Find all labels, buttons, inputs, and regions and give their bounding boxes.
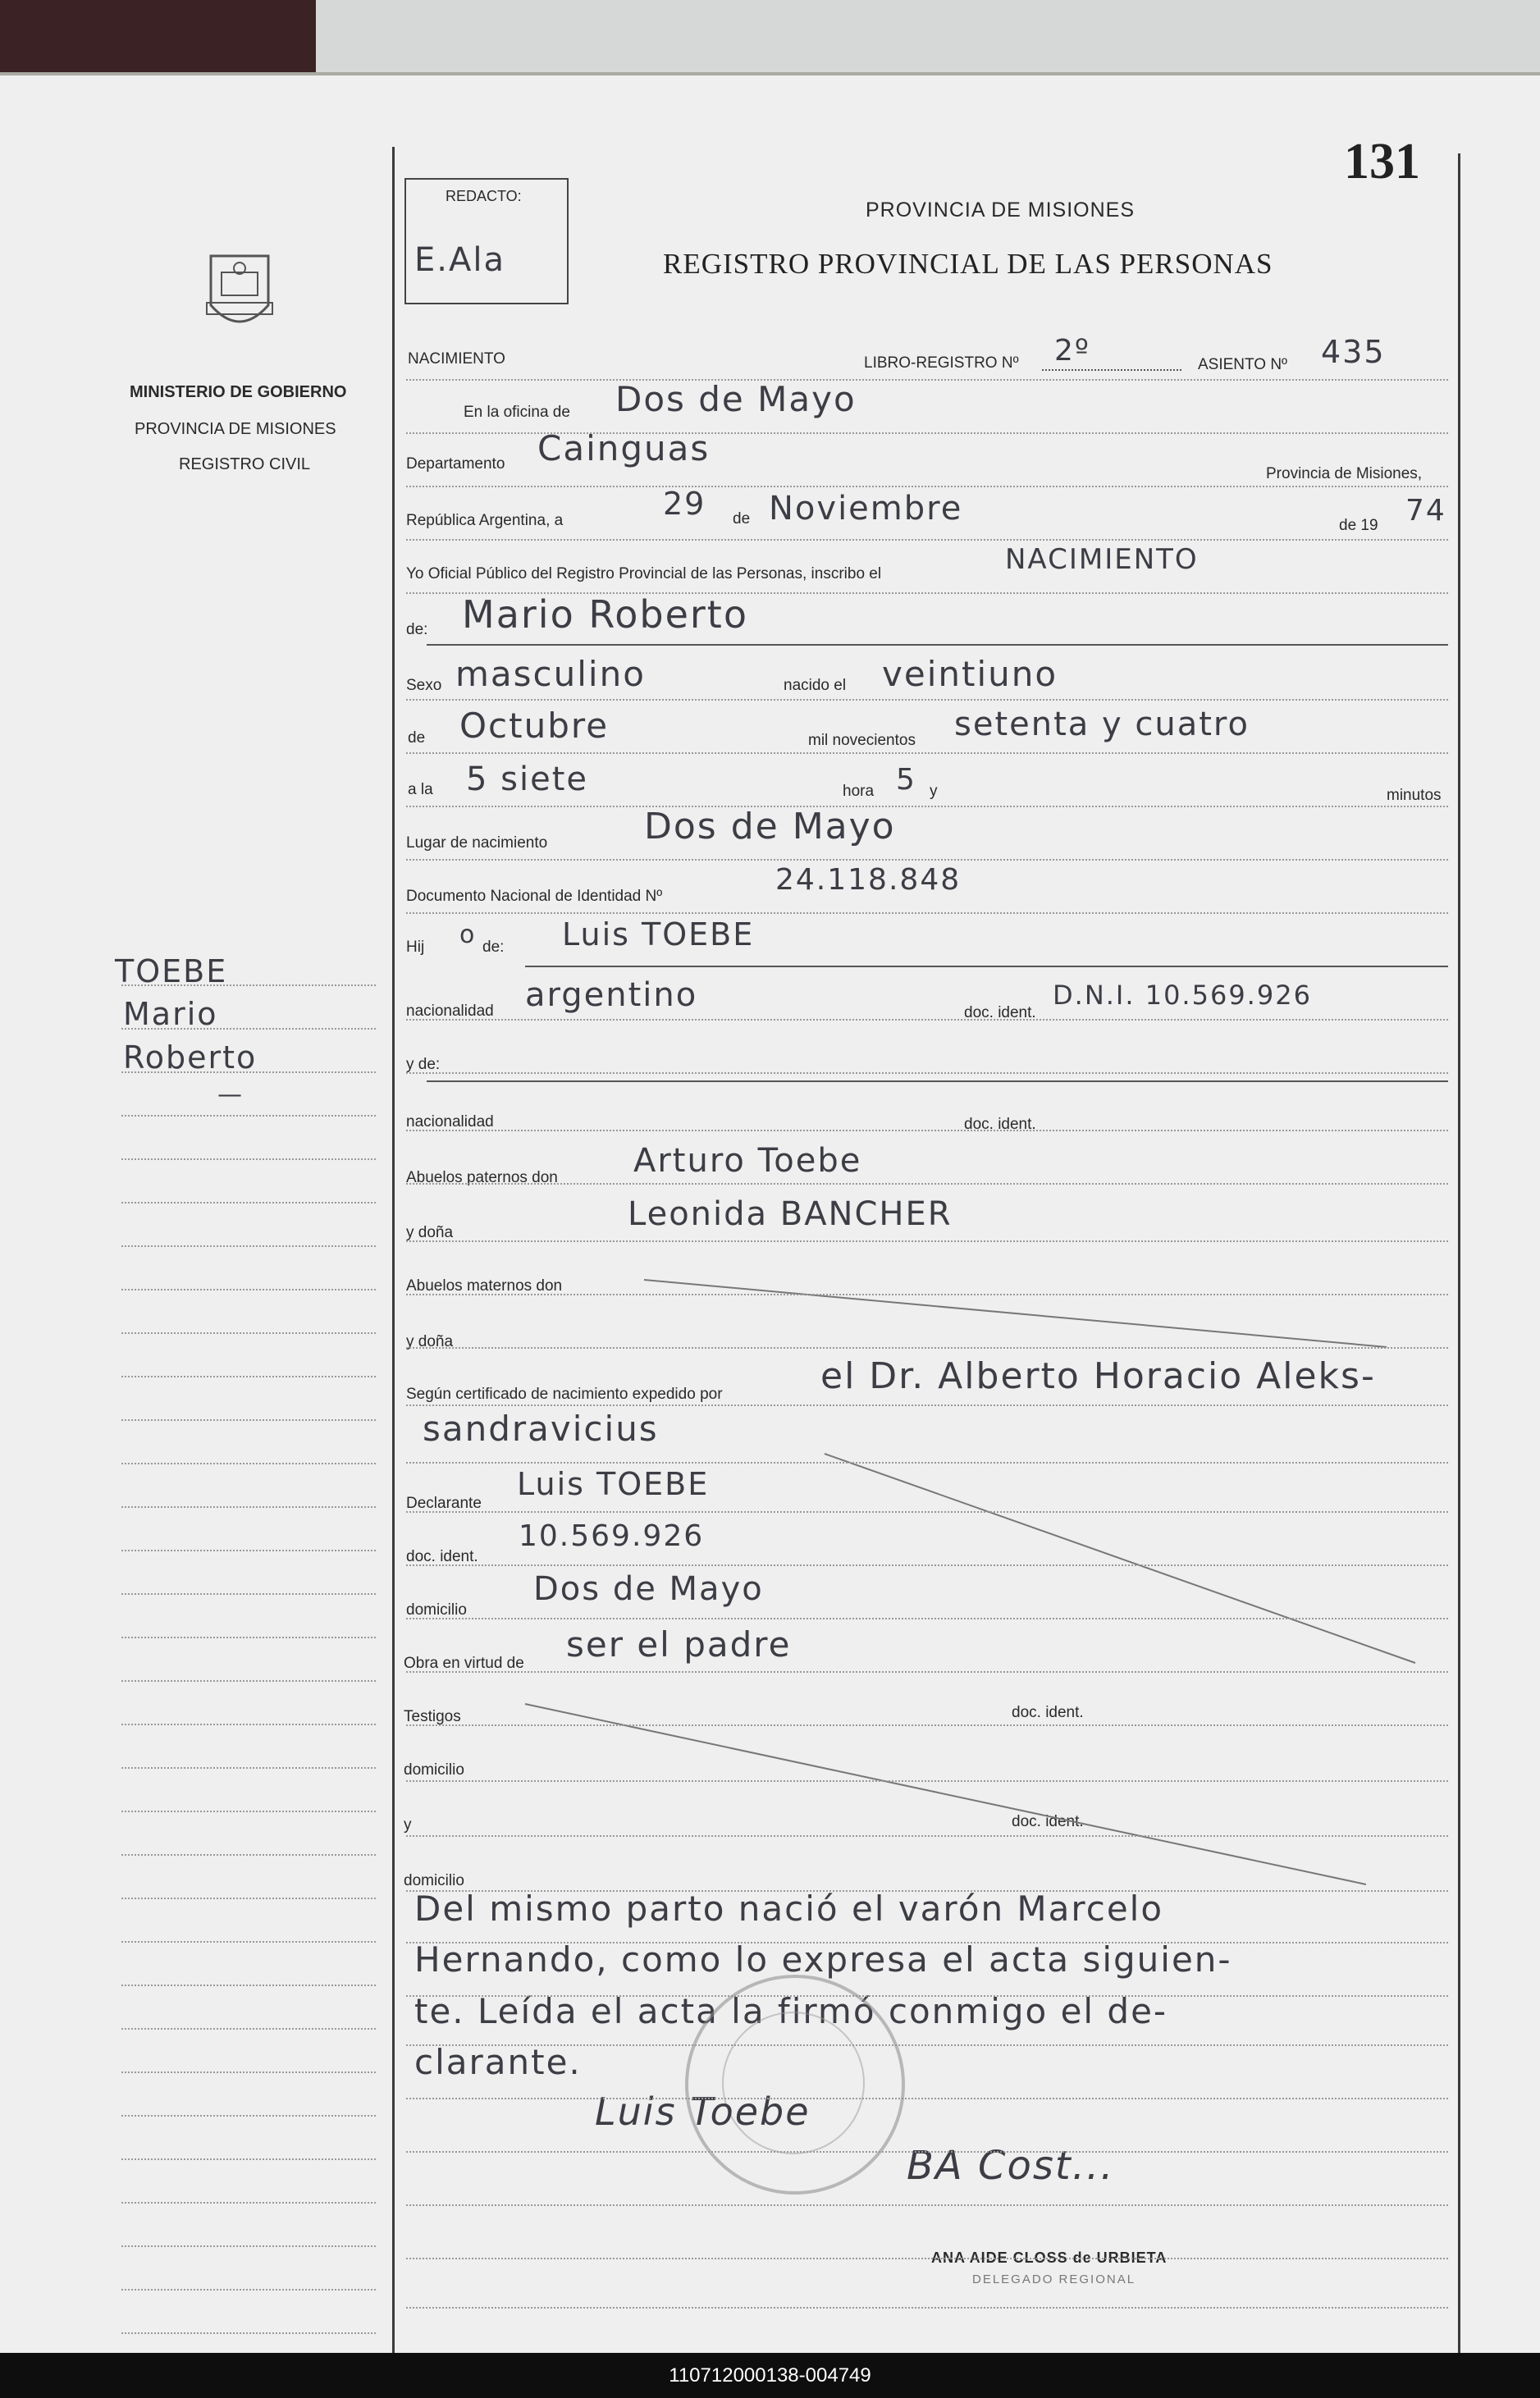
value-acto: NACIMIENTO [1005,543,1199,576]
official-title: DELEGADO REGIONAL [972,2272,1136,2286]
value-certificado-1: el Dr. Alberto Horacio Aleks- [820,1355,1376,1397]
label-domicilio-testigo-1: domicilio [404,1761,464,1779]
label-y-de: y de: [406,1056,441,1073]
label-obra: Obra en virtud de [404,1655,524,1672]
form-rule [406,699,1448,701]
form-rule [406,592,1448,594]
value-lugar: Dos de Mayo [644,806,896,847]
ministry-line-2: PROVINCIA DE MISIONES [135,420,336,438]
form-rule [406,1724,1448,1726]
label-hora: hora [843,783,875,800]
form-rule [406,859,1448,861]
label-y-dona-materna: y doña [406,1333,454,1350]
margin-surname: TOEBE [115,953,228,989]
label-de-mes: de [733,510,751,528]
form-rule [406,1780,1448,1782]
form-rule [406,912,1448,914]
value-nacionalidad-padre: argentino [525,976,698,1014]
label-lugar: Lugar de nacimiento [406,834,548,852]
form-rule [406,752,1448,754]
form-rule [406,2098,1448,2099]
label-de-19: de 19 [1339,517,1378,534]
page-number: 131 [1344,134,1420,190]
form-rule [406,1019,1448,1021]
cancellation-strokes [0,75,1540,2356]
declarante-signature: Luis Toebe [595,2090,811,2134]
label-abuelos-paternos: Abuelos paternos don [406,1169,558,1186]
value-declarante: Luis TOEBE [517,1466,710,1502]
form-rule [406,2204,1448,2206]
registry-heading: REGISTRO PROVINCIAL DE LAS PERSONAS [663,248,1273,280]
label-nacimiento: NACIMIENTO [408,350,505,368]
value-obra: ser el padre [566,1624,792,1665]
form-rule [406,1890,1448,1892]
note-line-2: Hernando, como lo expresa el acta siguien- [414,1939,1232,1980]
value-libro: 2º [1054,334,1090,368]
value-sexo: masculino [455,654,646,694]
label-libro: LIBRO-REGISTRO Nº [864,354,1019,372]
note-line-3: te. Leída el acta la firmó conmigo el de- [414,1991,1168,2031]
label-a-la: a la [408,781,433,798]
form-rule [406,1240,1448,1242]
province-heading: PROVINCIA DE MISIONES [866,199,1136,222]
form-rule [406,1183,1448,1185]
label-minutos: minutos [1387,787,1442,804]
value-abuela-paterna: Leonida BANCHER [628,1195,953,1233]
value-certificado-2: sandravicius [423,1409,659,1449]
value-asiento: 435 [1321,334,1386,370]
form-rule [406,806,1448,807]
value-nacido-dia: veintiuno [882,654,1058,694]
label-nacionalidad-padre: nacionalidad [406,1003,494,1020]
label-mil-novecientos: mil novecientos [808,732,916,749]
label-republica: República Argentina, a [406,512,564,529]
label-doc-ident-declarante: doc. ident. [406,1548,478,1565]
form-rule [406,1462,1448,1464]
archive-id: 110712000138-004749 [0,2353,1540,2398]
form-rule [406,1618,1448,1619]
label-domicilio-testigo-2: domicilio [404,1872,464,1889]
form-rule [406,1942,1448,1944]
label-nacido-el: nacido el [784,677,847,694]
value-doc-padre: D.N.I. 10.569.926 [1053,980,1312,1011]
label-doc-ident-testigo-2: doc. ident. [1012,1813,1084,1830]
label-de-mes-nac: de [408,729,426,747]
value-hij-suffix: o [459,920,477,949]
note-line-4: clarante. [414,2042,582,2082]
value-domicilio: Dos de Mayo [533,1570,764,1608]
label-asiento: ASIENTO Nº [1198,356,1287,373]
form-rule [406,1995,1448,1997]
label-oficina: En la oficina de [464,404,570,421]
value-mes: Noviembre [769,490,963,528]
form-rule [406,2151,1448,2153]
value-departamento: Cainguas [537,428,711,468]
label-hij: Hij [406,939,425,956]
form-rule [406,1511,1448,1513]
form-rule [406,2044,1448,2046]
form-rule [406,1130,1448,1131]
label-sexo: Sexo [406,677,442,694]
register-page [0,72,1540,2356]
value-dni: 24.118.848 [775,863,962,897]
ministry-line-1: MINISTERIO DE GOBIERNO [130,383,347,401]
label-documento: Documento Nacional de Identidad Nº [406,888,663,905]
form-rule [406,2258,1448,2259]
value-abuelo-paterno: Arturo Toebe [633,1142,862,1180]
margin-first-name: Mario [123,996,218,1032]
label-nacionalidad-madre: nacionalidad [406,1113,494,1130]
form-rule [406,432,1448,434]
label-abuelos-maternos: Abuelos maternos don [406,1277,563,1295]
value-declarante-doc: 10.569.926 [519,1519,705,1553]
label-declarante: Declarante [406,1495,482,1512]
official-signature: BA Cost... [907,2143,1115,2189]
value-anio: 74 [1405,494,1446,528]
value-nacido-mes: Octubre [459,706,610,746]
margin-dash: — [217,1080,244,1109]
form-rule [406,2307,1448,2309]
label-doc-ident-testigo-1: doc. ident. [1012,1704,1084,1721]
form-rule [406,539,1448,541]
label-y-hora: y [930,783,938,800]
label-testigos: Testigos [404,1708,461,1725]
label-doc-ident-madre: doc. ident. [964,1116,1036,1133]
label-de-nombre: de: [406,621,428,638]
value-nombre: Mario Roberto [462,592,748,637]
form-rule [406,1564,1448,1566]
label-y-testigo-2: y [404,1816,412,1834]
form-rule [406,1294,1448,1295]
note-line-1: Del mismo parto nació el varón Marcelo [414,1889,1164,1929]
margin-second-name: Roberto [123,1039,258,1076]
label-departamento: Departamento [406,455,505,473]
label-doc-ident-padre: doc. ident. [964,1004,1036,1021]
value-padre: Luis TOEBE [562,916,755,952]
label-segun: Según certificado de nacimiento expedido por [406,1386,723,1403]
redacto-initials: E.Ala [414,241,505,279]
form-rule [406,379,1448,381]
label-domicilio-declarante: domicilio [406,1601,467,1619]
value-nacido-anio: setenta y cuatro [954,706,1250,743]
form-rule [406,1671,1448,1673]
label-de-padre: de: [482,939,505,956]
form-rule [406,1405,1448,1406]
form-rule [406,486,1448,487]
value-dia: 29 [663,486,706,522]
form-rule [406,1835,1448,1837]
label-y-dona-paterna: y doña [406,1224,454,1241]
ministry-line-3: REGISTRO CIVIL [179,455,311,473]
label-provincia-misiones: Provincia de Misiones, [1266,465,1423,482]
form-rule [406,1347,1448,1349]
redacto-label: REDACTO: [446,188,522,204]
form-rule [406,1072,1448,1074]
book-spine [0,0,316,78]
label-yo-oficial: Yo Oficial Público del Registro Provincial de las Personas, inscribo el [406,565,882,582]
official-name: ANA AIDE CLOSS de URBIETA [931,2250,1168,2266]
value-hora-a: 5 siete [466,761,589,798]
value-oficina: Dos de Mayo [615,379,857,419]
value-hora-b: 5 [896,763,916,797]
